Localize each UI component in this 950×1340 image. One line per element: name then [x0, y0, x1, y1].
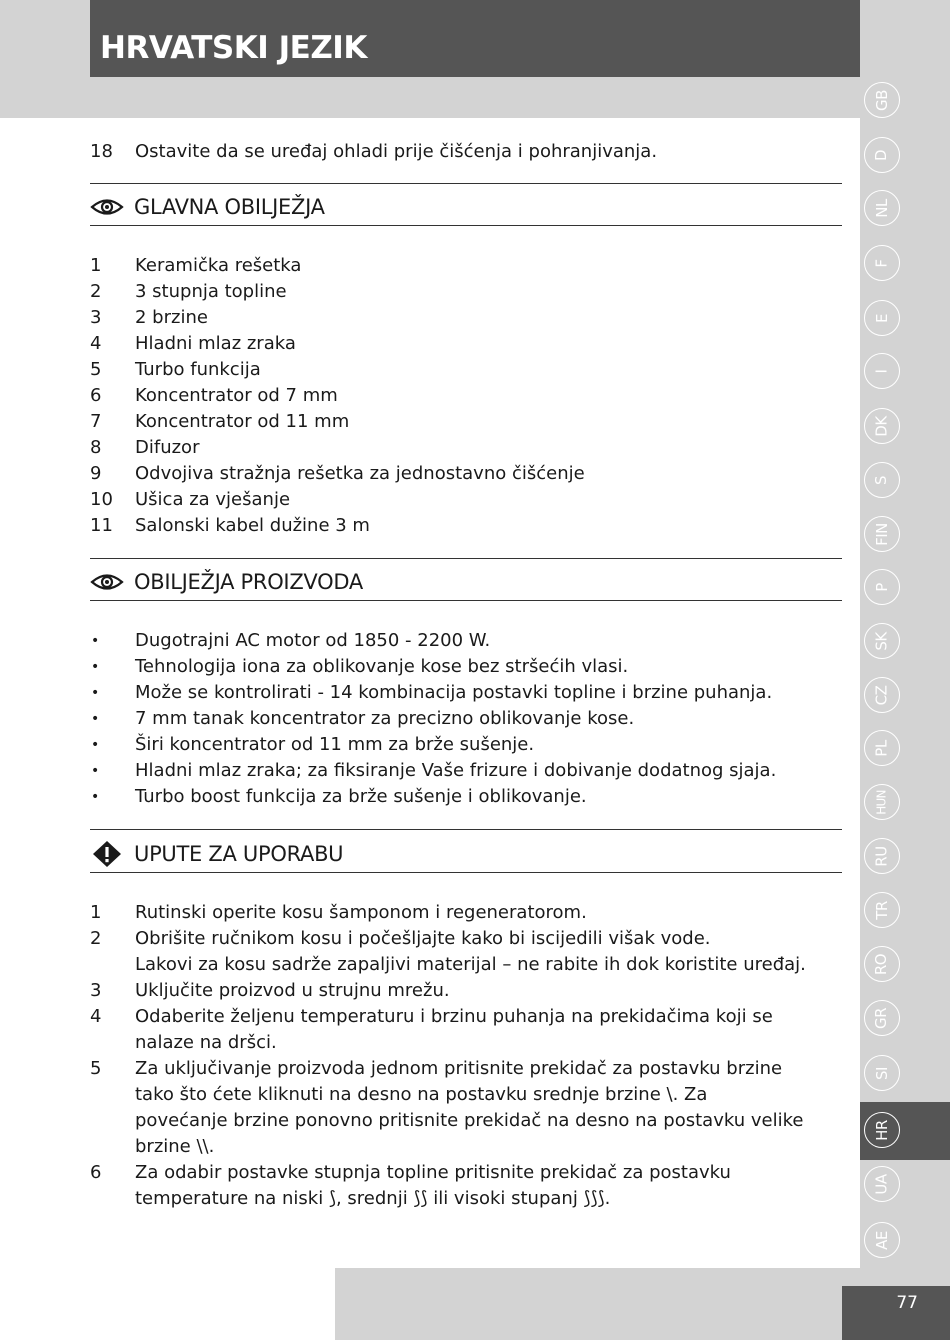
language-tab-hr[interactable]: HR [864, 1112, 900, 1148]
section-divider-bottom [90, 872, 842, 873]
language-tab-si[interactable]: SI [864, 1055, 900, 1091]
language-tab-d[interactable]: D [864, 137, 900, 173]
section-header-product-features [90, 566, 363, 598]
language-tab-pl[interactable]: PL [864, 730, 900, 766]
section-divider-top [90, 183, 842, 184]
language-tab-gr[interactable]: GR [864, 1000, 900, 1036]
section-divider-top [90, 558, 842, 559]
section-divider-bottom [90, 600, 842, 601]
section-header-instructions [90, 838, 343, 870]
section-title: OBILJEŽJA PROIZVODA [134, 570, 363, 594]
section-title: GLAVNA OBILJEŽJA [134, 195, 325, 219]
eye-icon [90, 196, 124, 218]
warning-diamond-icon [90, 839, 124, 869]
language-tab-ae[interactable]: AE [864, 1222, 900, 1258]
section-header-features [90, 191, 325, 223]
language-tab-cz[interactable]: CZ [864, 677, 900, 713]
language-tab-dk[interactable]: DK [864, 408, 900, 444]
language-tab-fin[interactable]: FIN [864, 516, 900, 552]
language-tab-i[interactable]: I [864, 353, 900, 389]
page-title: HRVATSKI JEZIK [100, 30, 367, 66]
language-tab-e[interactable]: E [864, 300, 900, 336]
eye-icon [90, 571, 124, 593]
language-tab-nl[interactable]: NL [864, 190, 900, 226]
language-tab-f[interactable]: F [864, 245, 900, 281]
language-tab-hun[interactable]: HUN [864, 784, 900, 820]
language-tab-p[interactable]: P [864, 569, 900, 605]
language-tab-ua[interactable]: UA [864, 1166, 900, 1202]
section-divider-top [90, 829, 842, 830]
section-divider-bottom [90, 225, 842, 226]
section-title: UPUTE ZA UPORABU [134, 842, 344, 866]
language-tab-sk[interactable]: SK [864, 623, 900, 659]
language-tab-ro[interactable]: RO [864, 946, 900, 982]
page-number: 77 [896, 1293, 918, 1313]
language-tab-s[interactable]: S [864, 462, 900, 498]
language-tab-gb[interactable]: GB [864, 82, 900, 118]
language-tab-tr[interactable]: TR [864, 892, 900, 928]
language-tab-ru[interactable]: RU [864, 838, 900, 874]
